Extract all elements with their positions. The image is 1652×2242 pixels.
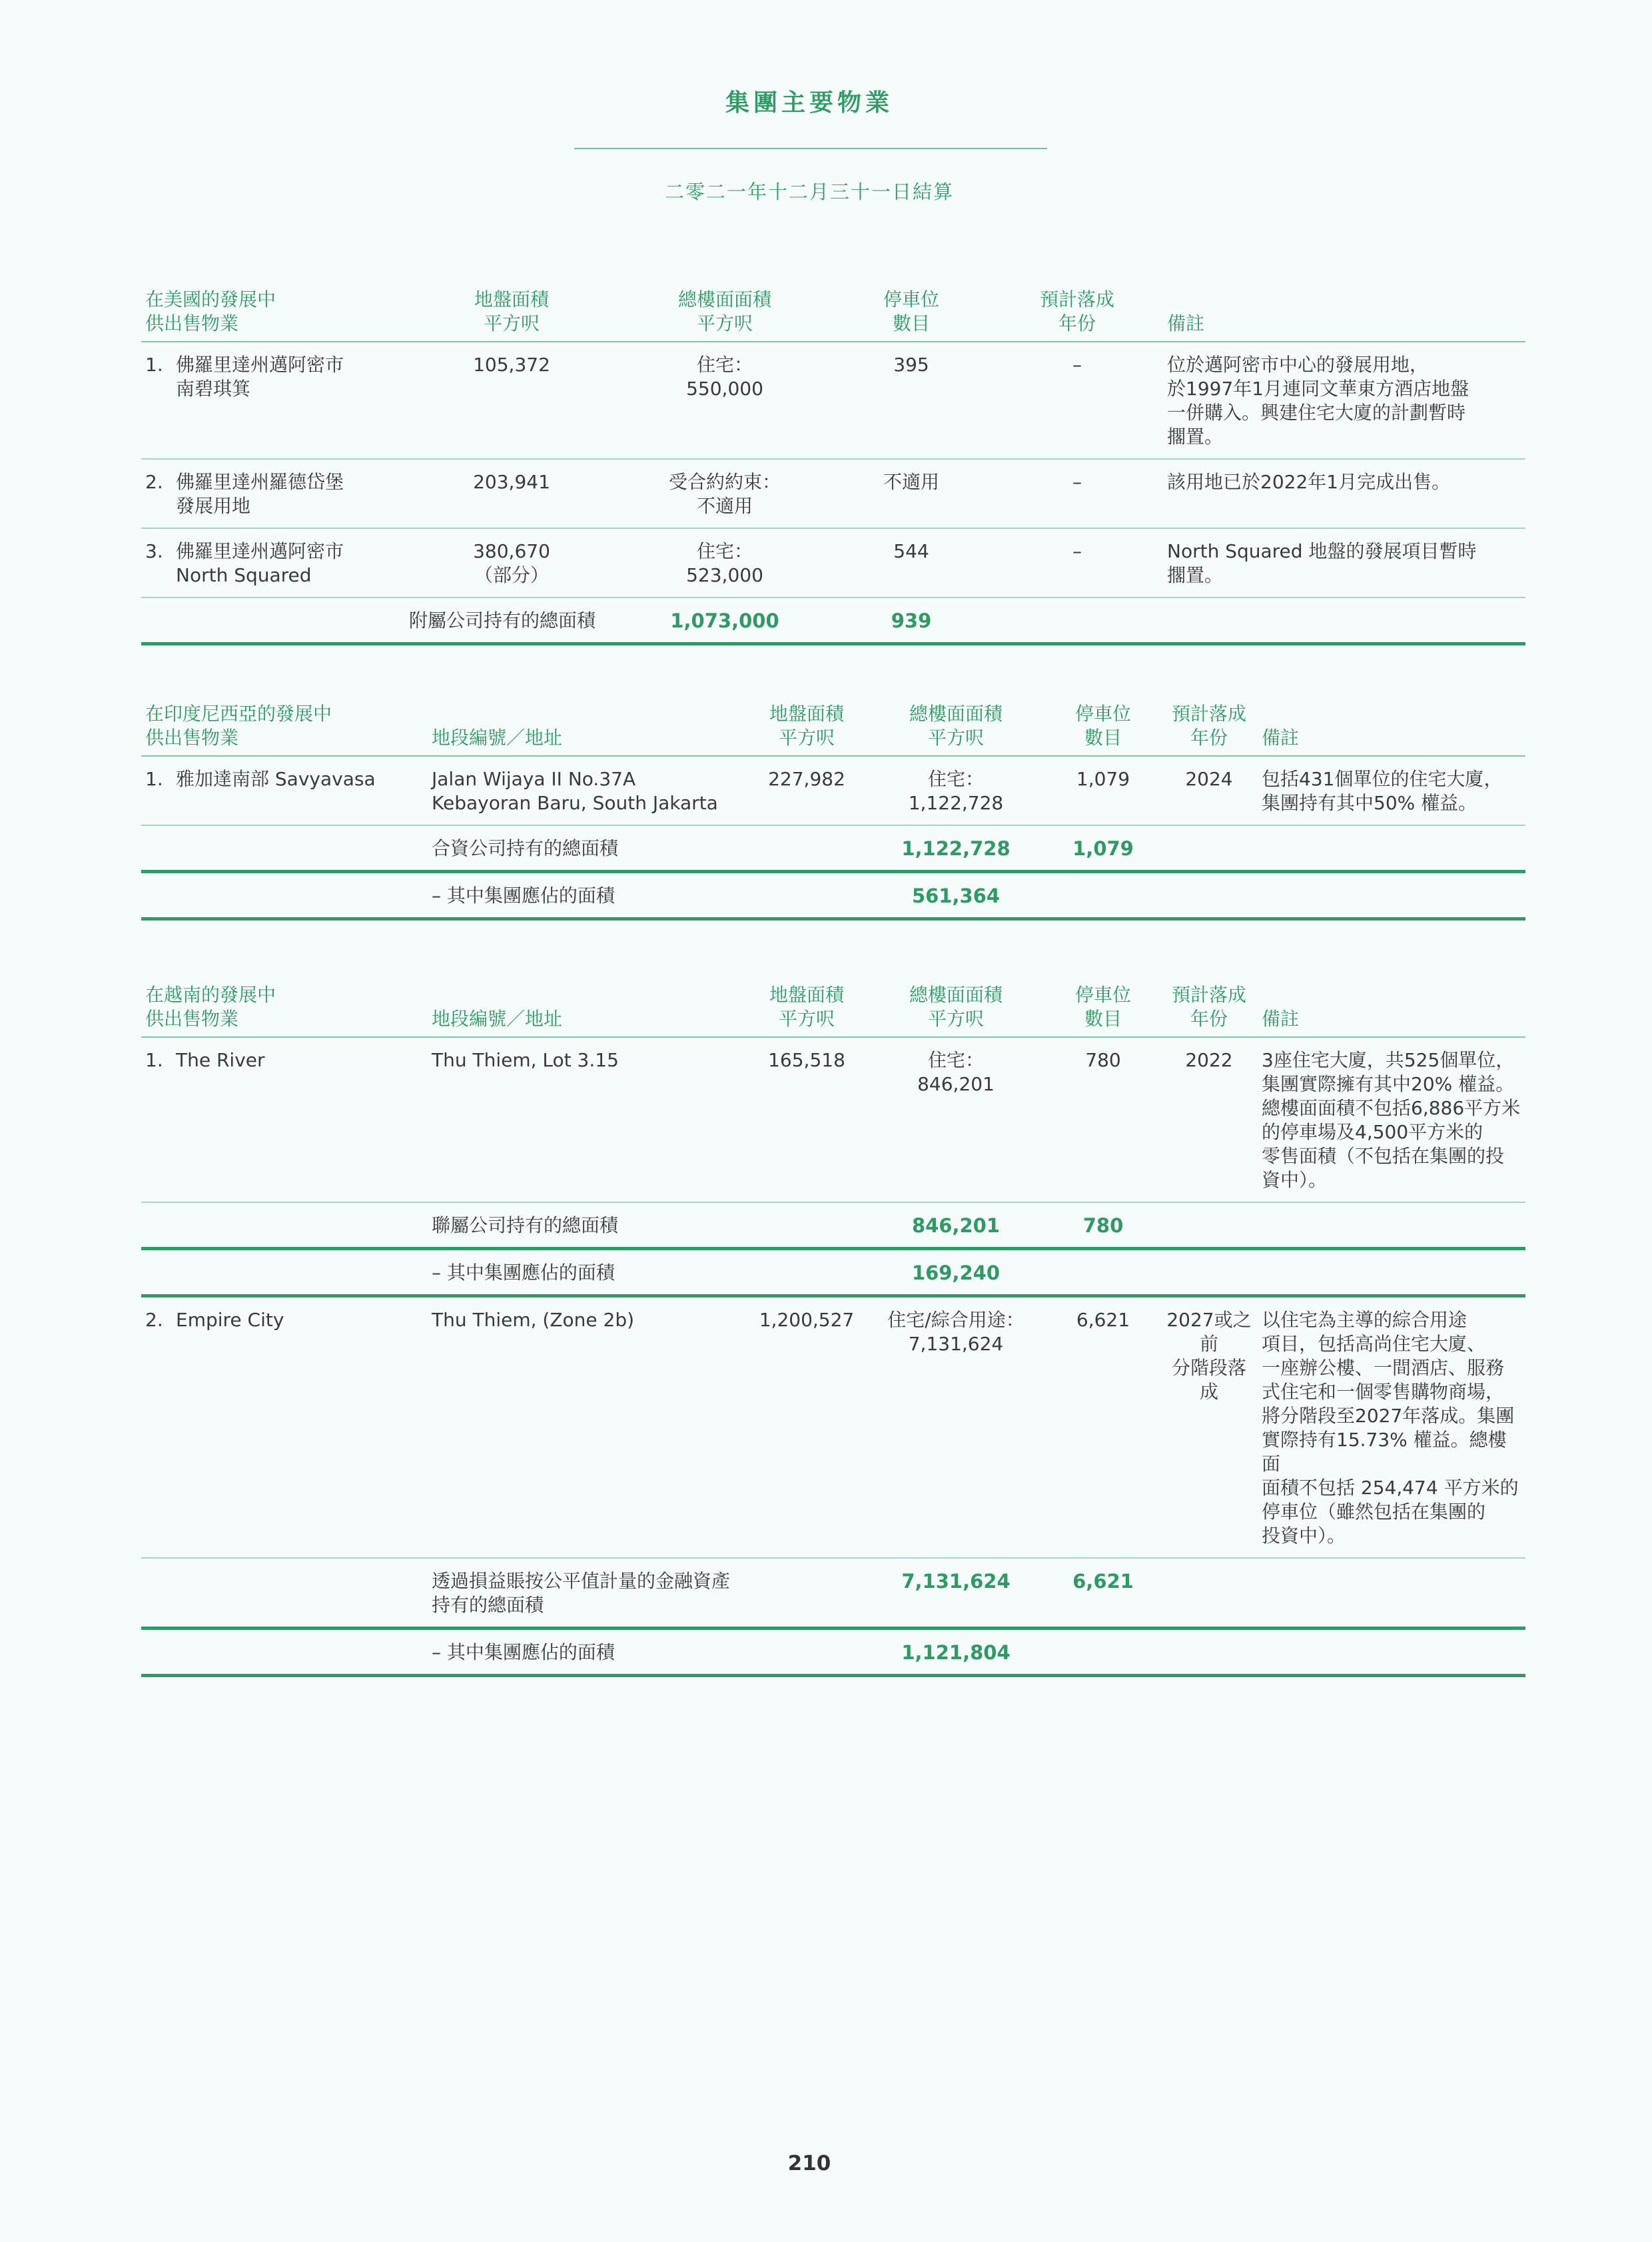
property-name-cell: 1. The River [141,1037,428,1202]
total-gfa: 1,073,000 [618,597,831,644]
total-label: 透過損益賬按公平值計量的金融資產 持有的總面積 [428,1558,866,1629]
group-share-row [141,872,1525,919]
remarks-header: 備註 [1258,702,1525,756]
group-share-row [141,1629,1525,1676]
table-row [141,342,1525,459]
completion-header: 預計落成 年份 [991,288,1163,342]
gfa-cell: 住宅/綜合用途： 7,131,624 [866,1296,1046,1559]
parking-header: 停車位 數目 [1046,702,1160,756]
total-parking: 6,621 [1046,1558,1160,1629]
parking-cell: 6,621 [1046,1296,1160,1559]
total-label: 附屬公司持有的總面積 [405,597,618,644]
gfa-cell: 住宅： 550,000 [618,342,831,459]
section-heading: 在美國的發展中 供出售物業 [141,288,405,342]
site-area-header: 地盤面積 平方呎 [747,702,866,756]
lot-address-cell: Thu Thiem, (Zone 2b) [428,1296,747,1559]
remarks-cell: North Squared 地盤的發展項目暫時 擱置。 [1163,528,1525,597]
table-header-row [141,702,1525,756]
page-subtitle-date: 二零二一年十二月三十一日結算 [664,181,954,203]
property-name-cell: 2. 佛羅里達州羅德岱堡 發展用地 [141,459,405,528]
site-area-cell: 1,200,527 [747,1296,866,1559]
total-gfa: 1,122,728 [866,825,1046,872]
total-gfa: 846,201 [866,1202,1046,1249]
table-row [141,459,1525,528]
gfa-cell: 住宅： 1,122,728 [866,756,1046,825]
total-parking: 1,079 [1046,825,1160,872]
parking-cell: 395 [831,342,991,459]
completion-cell: 2022 [1160,1037,1258,1202]
parking-header: 停車位 數目 [831,288,991,342]
site-area-cell: 203,941 [405,459,618,528]
indonesia-properties-table [141,702,1525,921]
section-heading: 在越南的發展中 供出售物業 [141,983,428,1037]
site-area-cell: 380,670 （部分） [405,528,618,597]
site-area-cell: 227,982 [747,756,866,825]
property-name-cell: 1. 佛羅里達州邁阿密市 南碧琪箕 [141,342,405,459]
table-header-row [141,288,1525,342]
remarks-header: 備註 [1258,983,1525,1037]
lot-address-header: 地段編號／地址 [428,702,747,756]
group-share-row [141,1249,1525,1296]
remarks-cell: 位於邁阿密市中心的發展用地， 於1997年1月連同文華東方酒店地盤 一併購入。興建住宅大廈的計劃暫時 擱置。 [1163,342,1525,459]
table-row [141,1296,1525,1559]
table-header-row [141,983,1525,1037]
remarks-cell: 包括431個單位的住宅大廈， 集團持有其中50% 權益。 [1258,756,1525,825]
total-parking: 780 [1046,1202,1160,1249]
lot-address-header: 地段編號／地址 [428,983,747,1037]
property-name-cell: 1. 雅加達南部 Savyavasa [141,756,428,825]
remarks-cell: 3座住宅大廈，共525個單位， 集團實際擁有其中20% 權益。 總樓面面積不包括6,886平方米 的停車場及4,500平方米的 零售面積（不包括在集團的投 資中）。 [1258,1037,1525,1202]
total-label: 合資公司持有的總面積 [428,825,747,872]
parking-cell: 1,079 [1046,756,1160,825]
total-row [141,597,1525,644]
group-share-label: – 其中集團應佔的面積 [428,1249,747,1296]
gfa-header: 總樓面面積 平方呎 [866,983,1046,1037]
site-area-header: 地盤面積 平方呎 [747,983,866,1037]
parking-cell: 780 [1046,1037,1160,1202]
table-row [141,528,1525,597]
total-gfa: 7,131,624 [866,1558,1046,1629]
lot-address-cell: Thu Thiem, Lot 3.15 [428,1037,747,1202]
group-share-label: – 其中集團應佔的面積 [428,1629,747,1676]
gfa-header: 總樓面面積 平方呎 [618,288,831,342]
parking-cell: 不適用 [831,459,991,528]
total-row [141,825,1525,872]
total-parking: 939 [831,597,991,644]
site-area-cell: 105,372 [405,342,618,459]
page-number: 210 [787,2151,831,2175]
remarks-header: 備註 [1163,288,1525,342]
total-row [141,1558,1525,1629]
site-area-cell: 165,518 [747,1037,866,1202]
completion-header: 預計落成 年份 [1160,983,1258,1037]
completion-cell: 2027或之前 分階段落成 [1160,1296,1258,1559]
usa-properties-table [141,288,1525,645]
gfa-header: 總樓面面積 平方呎 [866,702,1046,756]
group-share-gfa: 561,364 [866,872,1046,919]
remarks-cell: 該用地已於2022年1月完成出售。 [1163,459,1525,528]
group-share-label: – 其中集團應佔的面積 [428,872,747,919]
parking-cell: 544 [831,528,991,597]
completion-header: 預計落成 年份 [1160,702,1258,756]
parking-header: 停車位 數目 [1046,983,1160,1037]
total-label: 聯屬公司持有的總面積 [428,1202,747,1249]
gfa-cell: 住宅： 523,000 [618,528,831,597]
completion-cell: – [991,459,1163,528]
group-share-gfa: 1,121,804 [866,1629,1046,1676]
section-heading: 在印度尼西亞的發展中 供出售物業 [141,702,428,756]
table-row [141,1037,1525,1202]
site-area-header: 地盤面積 平方呎 [405,288,618,342]
completion-cell: – [991,528,1163,597]
completion-cell: – [991,342,1163,459]
property-name-cell: 2. Empire City [141,1296,428,1559]
page-title: 集團主要物業 [725,89,893,117]
group-share-gfa: 169,240 [866,1249,1046,1296]
gfa-cell: 受合約約束： 不適用 [618,459,831,528]
completion-cell: 2024 [1160,756,1258,825]
table-row [141,756,1525,825]
gfa-cell: 住宅： 846,201 [866,1037,1046,1202]
remarks-cell: 以住宅為主導的綜合用途 項目，包括高尚住宅大廈、 一座辦公樓、一間酒店、服務 式住宅和一個零售購物商場， 將分階段至2027年落成。集團 實際持有15.73% 權益。總樓面 面積不包括 254,474 平方米的 停車位（雖然包括在集團的 投資中）。 [1258,1296,1525,1559]
property-name-cell: 3. 佛羅里達州邁阿密市 North Squared [141,528,405,597]
title-divider [574,148,1047,149]
vietnam-properties-table [141,983,1525,1677]
total-row [141,1202,1525,1249]
lot-address-cell: Jalan Wijaya II No.37A Kebayoran Baru, South Jakarta [428,756,747,825]
